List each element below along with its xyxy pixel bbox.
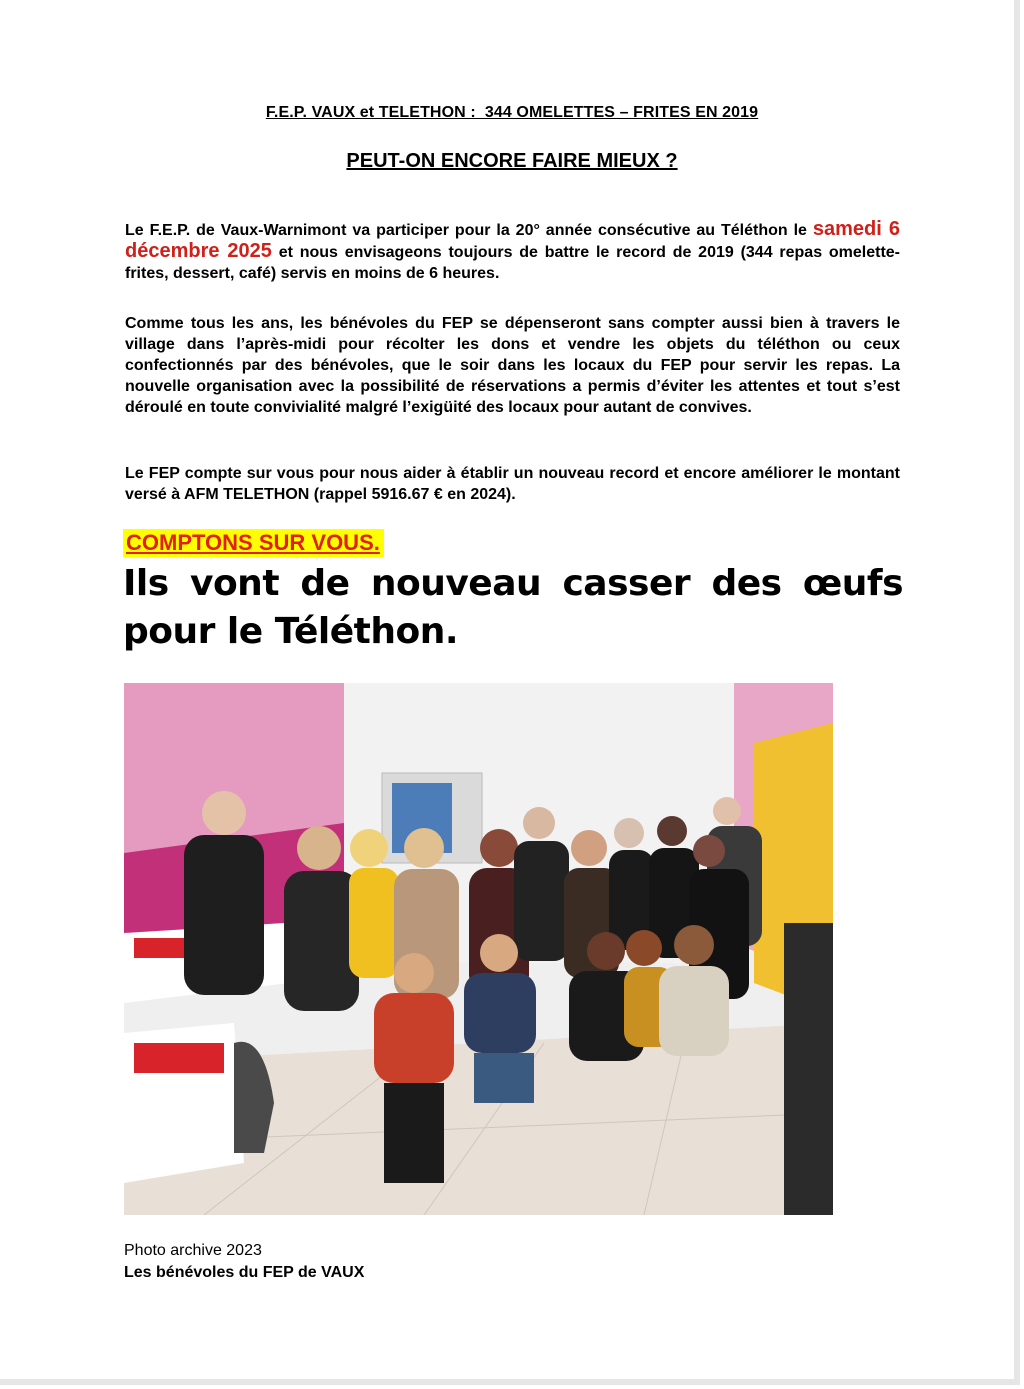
event-date: samedi 6 décembre 2025 bbox=[125, 218, 901, 262]
header-question: PEUT-ON ENCORE FAIRE MIEUX ? bbox=[346, 150, 678, 172]
big-title: Ils vont de nouveau casser des œufs pour le Téléthon. bbox=[123, 563, 903, 652]
photo-caption-archive: Photo archive 2023 bbox=[124, 1242, 262, 1259]
call-to-action-banner: COMPTONS SUR VOUS. bbox=[123, 529, 384, 557]
paragraph-intro bbox=[125, 219, 900, 284]
header-title-line: F.E.P. VAUX et TELETHON : 344 OMELETTES – FRITES EN 2019 bbox=[265, 104, 759, 121]
paragraph-volunteers: Comme tous les ans, les bénévoles du FEP se dépenseront sans compter aussi bien à travers le village dans l’après-midi pour récolter les dons et vendre les objets du téléthon ou ceux confectionnés par des bénévoles, que le soir dans les locaux du FEP pour servir les repas. La nouvelle organisation avec la possibilité de réservations a permis d’éviter les attentes et tout s’est déroulé en toute convivialité malgré l’exigüité des locaux pour autant de convives. bbox=[125, 315, 900, 416]
group-photo bbox=[124, 683, 833, 1215]
paragraph-intro-start: Le F.E.P. de Vaux-Warnimont va participer pour la 20° année consécutive au Téléthon le bbox=[125, 222, 813, 239]
paragraph-record: Le FEP compte sur vous pour nous aider à établir un nouveau record et encore améliorer le montant versé à AFM TELETHON (rappel 5916.67 € en 2024). bbox=[125, 465, 900, 503]
paragraph-intro-end: et nous envisageons toujours de battre le record de 2019 (344 repas omelette-frites, dessert, café) servis en moins de 6 heures. bbox=[125, 244, 901, 282]
photo-caption-volunteers: Les bénévoles du FEP de VAUX bbox=[124, 1264, 365, 1281]
